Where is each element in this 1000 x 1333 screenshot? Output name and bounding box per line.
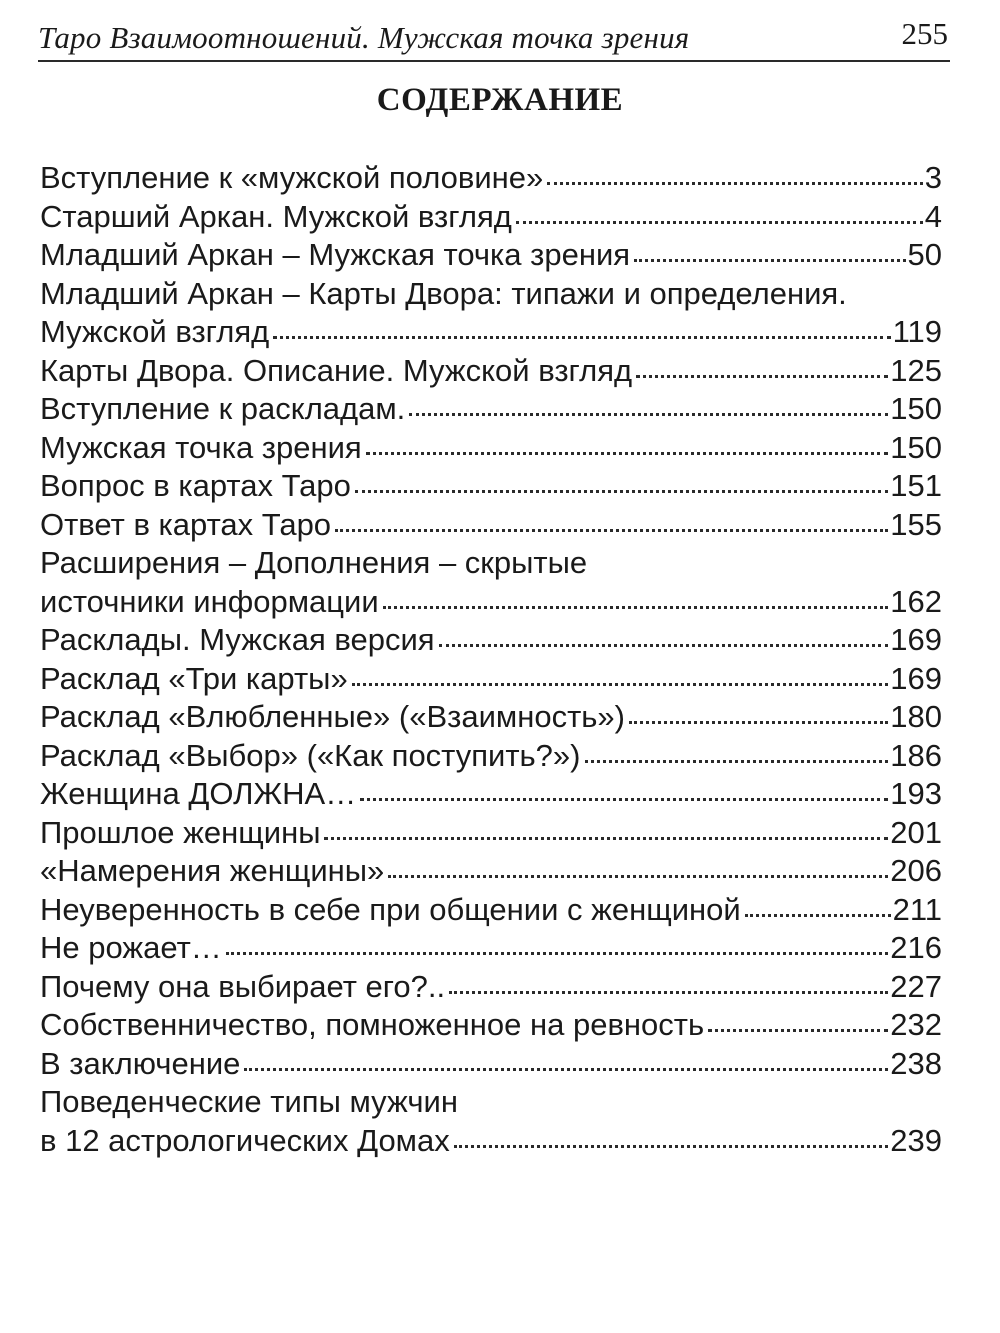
toc-entry-title: Неуверенность в себе при общении с женщиной xyxy=(40,891,741,927)
toc-entry-line xyxy=(40,313,942,352)
toc-entry-title: Мужская точка зрения xyxy=(40,429,362,465)
toc-entry xyxy=(40,544,942,621)
toc-entry-lead-text: Расширения – Дополнения – скрытые xyxy=(40,545,588,580)
toc-entry-title: Карты Двора. Описание. Мужской взгляд xyxy=(40,352,633,388)
dot-leader xyxy=(360,798,888,801)
toc-entry-page-number: 239 xyxy=(890,1122,942,1158)
toc-entry-title: Старший Аркан. Мужской взгляд xyxy=(40,198,512,234)
toc-entry xyxy=(40,929,942,968)
toc-entry-page-number: 238 xyxy=(890,1045,942,1081)
toc-entry-line xyxy=(40,429,942,468)
toc-entry-line xyxy=(40,506,942,545)
toc-entry-line xyxy=(40,198,942,237)
toc-entry-title: «Намерения женщины» xyxy=(40,853,385,888)
toc-entry xyxy=(40,236,942,275)
dot-leader xyxy=(547,182,922,185)
toc-entry-title: Прошлое женщины xyxy=(40,814,321,850)
toc-entry-page-number: 206 xyxy=(890,853,942,888)
toc-entry-title: Женщина ДОЛЖНА… xyxy=(40,776,357,811)
table-of-contents xyxy=(40,159,942,1160)
toc-entry-line xyxy=(40,737,942,776)
toc-entry xyxy=(40,467,942,506)
toc-entry xyxy=(40,1006,942,1045)
toc-entry xyxy=(40,737,942,776)
dot-leader xyxy=(449,991,888,994)
toc-entry xyxy=(40,891,942,930)
toc-entry-title: Вступление к «мужской половине» xyxy=(40,160,544,195)
dot-leader xyxy=(324,837,888,840)
dot-leader xyxy=(636,375,888,378)
toc-entry-first-line xyxy=(40,1083,942,1122)
toc-entry-title: Младший Аркан – Мужская точка зрения xyxy=(40,237,631,272)
toc-entry xyxy=(40,159,942,198)
toc-entry-page-number: 193 xyxy=(890,776,942,811)
dot-leader xyxy=(366,452,889,455)
toc-entry-line xyxy=(40,968,942,1007)
toc-entry-page-number: 155 xyxy=(890,506,942,542)
dot-leader xyxy=(273,336,890,339)
toc-entry-line xyxy=(40,929,942,968)
toc-entry-page-number: 150 xyxy=(890,391,942,426)
toc-entry xyxy=(40,1083,942,1160)
toc-entry-line xyxy=(40,352,942,391)
toc-entry xyxy=(40,968,942,1007)
toc-entry-line xyxy=(40,583,942,622)
toc-entry-lead-text: Младший Аркан – Карты Двора: типажи и определения. xyxy=(40,275,847,311)
toc-entry-page-number: 227 xyxy=(890,968,942,1004)
dot-leader xyxy=(388,875,888,878)
toc-entry-line xyxy=(40,467,942,506)
toc-entry-line xyxy=(40,621,942,660)
dot-leader xyxy=(226,952,889,955)
toc-entry-page-number: 151 xyxy=(890,468,942,503)
toc-entry-page-number: 169 xyxy=(890,622,942,657)
dot-leader xyxy=(585,760,889,763)
toc-entry-page-number: 169 xyxy=(890,660,942,696)
toc-entry-line xyxy=(40,852,942,891)
toc-entry-title: Не рожает… xyxy=(40,930,222,965)
dot-leader xyxy=(516,221,923,224)
toc-entry-first-line xyxy=(40,275,942,314)
toc-entry-title: Вступление к раскладам. xyxy=(40,391,406,426)
toc-entry-title: Расклады. Мужская версия xyxy=(40,622,435,657)
toc-entry-title: источники информации xyxy=(40,583,379,619)
running-title: Таро Взаимоотношений. Мужская точка зрения xyxy=(38,20,690,55)
toc-entry-lead-text: Поведенческие типы мужчин xyxy=(40,1084,458,1119)
dot-leader xyxy=(244,1068,888,1071)
toc-entry xyxy=(40,275,942,352)
toc-entry xyxy=(40,852,942,891)
dot-leader xyxy=(629,721,888,724)
dot-leader xyxy=(708,1029,888,1032)
dot-leader xyxy=(439,644,889,647)
toc-entry-page-number: 232 xyxy=(890,1007,942,1042)
toc-entry xyxy=(40,429,942,468)
dot-leader xyxy=(352,683,889,686)
toc-entry xyxy=(40,621,942,660)
dot-leader xyxy=(409,413,888,416)
toc-entry xyxy=(40,698,942,737)
toc-entry xyxy=(40,660,942,699)
toc-entry-page-number: 150 xyxy=(890,429,942,465)
toc-entry-page-number: 211 xyxy=(892,891,942,927)
toc-entry-title: Собственничество, помноженное на ревность xyxy=(40,1007,705,1042)
toc-entry-page-number: 50 xyxy=(907,237,942,272)
toc-entry-line xyxy=(40,660,942,699)
toc-entry-title: Расклад «Влюбленные» («Взаимность») xyxy=(40,699,625,734)
toc-title: СОДЕРЖАНИЕ xyxy=(376,82,624,118)
toc-entry-title: Вопрос в картах Таро xyxy=(40,468,351,503)
toc-entry-line xyxy=(40,236,942,275)
toc-entry-page-number: 201 xyxy=(890,814,942,850)
toc-entry-title: Расклад «Выбор» («Как поступить?») xyxy=(40,737,581,773)
toc-entry-page-number: 4 xyxy=(924,198,942,234)
toc-entry-line xyxy=(40,1006,942,1045)
toc-entry xyxy=(40,390,942,429)
toc-entry-page-number: 216 xyxy=(890,930,942,965)
toc-entry-title: Расклад «Три карты» xyxy=(40,660,348,696)
toc-entry-title: Почему она выбирает его?.. xyxy=(40,968,446,1004)
toc-entry xyxy=(40,814,942,853)
toc-entry-page-number: 186 xyxy=(890,737,942,773)
toc-entry-page-number: 3 xyxy=(924,160,942,195)
toc-entry-title: Мужской взгляд xyxy=(40,314,270,349)
toc-entry xyxy=(40,198,942,237)
toc-entry-page-number: 125 xyxy=(890,352,942,388)
toc-entry-line xyxy=(40,159,942,198)
running-header xyxy=(38,14,950,62)
toc-entry-line xyxy=(40,814,942,853)
page-number: 255 xyxy=(901,16,948,51)
toc-entry-line xyxy=(40,891,942,930)
toc-entry-title: в 12 астрологических Домах xyxy=(40,1122,450,1158)
toc-entry xyxy=(40,775,942,814)
toc-entry-line xyxy=(40,698,942,737)
toc-entry-title: В заключение xyxy=(40,1045,241,1081)
toc-entry xyxy=(40,506,942,545)
toc-entry-line xyxy=(40,1122,942,1161)
toc-entry-line xyxy=(40,390,942,429)
toc-entry-line xyxy=(40,775,942,814)
toc-entry xyxy=(40,1045,942,1084)
toc-entry-page-number: 180 xyxy=(890,699,942,734)
toc-entry-title: Ответ в картах Таро xyxy=(40,506,332,542)
dot-leader xyxy=(745,914,891,917)
dot-leader xyxy=(335,529,888,532)
dot-leader xyxy=(634,259,905,262)
dot-leader xyxy=(383,606,889,609)
toc-entry-page-number: 162 xyxy=(890,583,942,619)
dot-leader xyxy=(454,1145,889,1148)
toc-entry-first-line xyxy=(40,544,942,583)
toc-entry-page-number: 119 xyxy=(892,314,942,349)
toc-entry xyxy=(40,352,942,391)
toc-entry-line xyxy=(40,1045,942,1084)
dot-leader xyxy=(355,490,888,493)
